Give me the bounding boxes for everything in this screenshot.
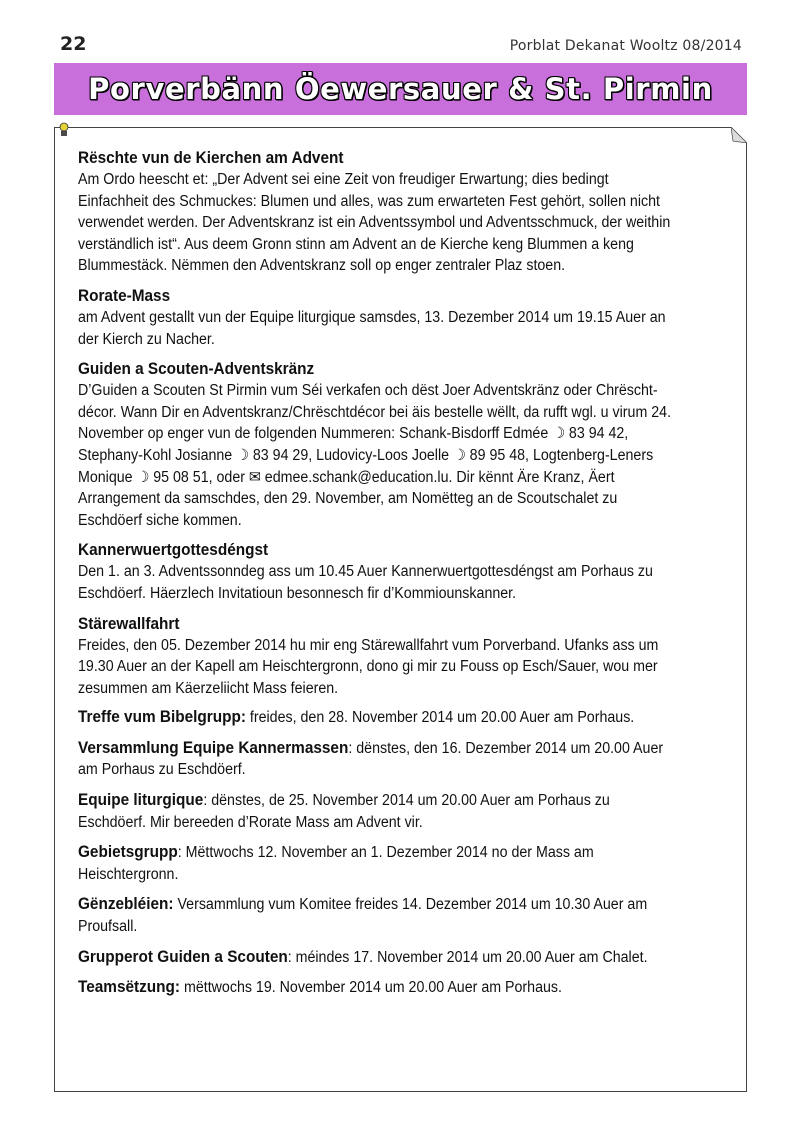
event-label: Versammlung Equipe Kannermassen xyxy=(78,738,349,757)
event-text: am Porhaus zu Eschdöerf. xyxy=(78,761,246,779)
banner-title: Porverbänn Öewersauer & St. Pirmin xyxy=(88,72,713,106)
text-line: Den 1. an 3. Adventssonndeg ass um 10.45 Auer Kannerwuertgottesdéngst am Porhaus zu xyxy=(78,563,653,581)
event-label: Gebietsgrupp xyxy=(78,843,178,862)
text-line: Freides, den 05. Dezember 2014 hu mir eng Stärewallfahrt vum Porverband. Ufanks ass um xyxy=(78,636,659,654)
text-line: zesummen am Käerzeliicht Mass feieren. xyxy=(78,679,339,697)
event-text: Versammlung vum Komitee freides 14. Dezember 2014 um 10.30 Auer am xyxy=(177,896,648,914)
section-heading: Guiden a Scouten-Adventskränz xyxy=(78,360,315,379)
text-line: Eschdöerf. Häerzlech Invitatioun besonnesch fir d’Kommiounskanner. xyxy=(78,584,517,602)
event-label: Teamsëtzung: xyxy=(78,978,181,997)
section-heading: Rëschte vun de Kierchen am Advent xyxy=(78,149,344,167)
event-children-mass-team xyxy=(78,738,678,781)
text-line: am Advent gestallt vun der Equipe liturgique samsdes, 13. Dezember 2014 um 19.15 Auer an xyxy=(78,308,666,326)
text-line: der Kierch zu Nacher. xyxy=(78,330,215,348)
event-prayer-group xyxy=(78,842,678,885)
event-text: Eschdöerf. Mir bereeden d’Rorate Mass am Advent vir. xyxy=(78,813,423,831)
article-content xyxy=(78,147,678,1008)
event-text: : dënstes, den 16. Dezember 2014 um 20.00 Auer xyxy=(348,739,664,757)
text-line: Eschdöerf siche kommen. xyxy=(78,511,242,529)
text-line: décor. Wann Dir en Adventskranz/Chrëschtdécor bei äis bestelle wëllt, da rufft wgl. u virum 24. xyxy=(78,403,672,421)
publication-header: Porblat Dekanat Wooltz 08/2014 xyxy=(509,38,742,54)
event-scouts-council xyxy=(78,947,678,969)
text-line: Monique ☽ 95 08 51, oder ✉ edmee.schank@education.lu. Dir kënnt Äre Kranz, Äert xyxy=(78,468,615,486)
pin-icon xyxy=(58,122,70,138)
section-rorate-mass xyxy=(78,285,678,350)
event-label: Gënzebléien: xyxy=(78,895,174,914)
text-line: Am Ordo heescht et: „Der Advent sei eine Zeit von freudiger Erwartung; dies bedingt xyxy=(78,171,609,188)
text-line: Arrangement da samschdes, den 29. November, am Nomëtteg an de Scoutschalet zu xyxy=(78,490,618,508)
text-line: verständlich ist“. Aus deem Gronn stinn am Advent an de Kierche keng Blummen a keng xyxy=(78,235,634,253)
event-liturgy-team xyxy=(78,790,678,833)
event-text: : Mëttwochs 12. November an 1. Dezember 2014 no der Mass am xyxy=(177,844,594,862)
event-text: freides, den 28. November 2014 um 20.00 Auer am Porhaus. xyxy=(249,709,635,727)
page-number: 22 xyxy=(60,33,87,55)
section-advent-wreaths xyxy=(78,358,678,531)
page-curl-icon xyxy=(731,127,747,143)
section-heading: Rorate-Mass xyxy=(78,286,171,305)
event-team-meeting xyxy=(78,977,678,999)
event-text: Heischtergronn. xyxy=(78,865,179,883)
text-line: verwendet werden. Der Adventskranz ist ein Adventssymbol und Adventsschmuck, der weithin xyxy=(78,214,671,232)
section-heading: Kannerwuertgottesdéngst xyxy=(78,541,269,560)
text-line: Blummestäck. Nëmmen den Adventskranz soll op enger zentraler Plaz stoen. xyxy=(78,257,566,275)
text-line: D’Guiden a Scouten St Pirmin vum Séi verkafen och dëst Joer Adventskränz oder Chrëscht- xyxy=(78,382,658,400)
event-text: mëttwochs 19. November 2014 um 20.00 Auer am Porhaus. xyxy=(183,979,562,997)
section-children-service xyxy=(78,539,678,604)
text-line: November op enger vun de folgenden Nummeren: Schank-Bisdorff Edmée ☽ 83 94 42, xyxy=(78,425,629,443)
text-line: 19.30 Auer an der Kapell am Heischtergronn, dono gi mir zu Fouss op Esch/Sauer, wou mer xyxy=(78,658,658,676)
event-genzebleien xyxy=(78,894,678,937)
section-heading: Stärewallfahrt xyxy=(78,614,180,633)
event-text: : méindes 17. November 2014 um 20.00 Auer am Chalet. xyxy=(287,948,648,966)
event-bible-group xyxy=(78,707,678,729)
section-star-pilgrimage xyxy=(78,613,678,700)
text-line: Stephany-Kohl Josianne ☽ 83 94 29, Ludovicy-Loos Joelle ☽ 89 95 48, Logtenberg-Leners xyxy=(78,446,654,464)
section-advent-decoration xyxy=(78,147,678,277)
event-label: Equipe liturgique xyxy=(78,791,204,810)
text-line: Einfachheit des Schmuckes: Blumen und alles, was zum erwarteten Fest gehört, sollen nicht xyxy=(78,192,660,210)
event-label: Grupperot Guiden a Scouten xyxy=(78,947,288,966)
event-text: Proufsall. xyxy=(78,918,138,936)
event-text: : dënstes, de 25. November 2014 um 20.00 Auer am Porhaus zu xyxy=(203,792,610,810)
event-label: Treffe vum Bibelgrupp: xyxy=(78,708,246,727)
title-banner xyxy=(54,63,747,115)
